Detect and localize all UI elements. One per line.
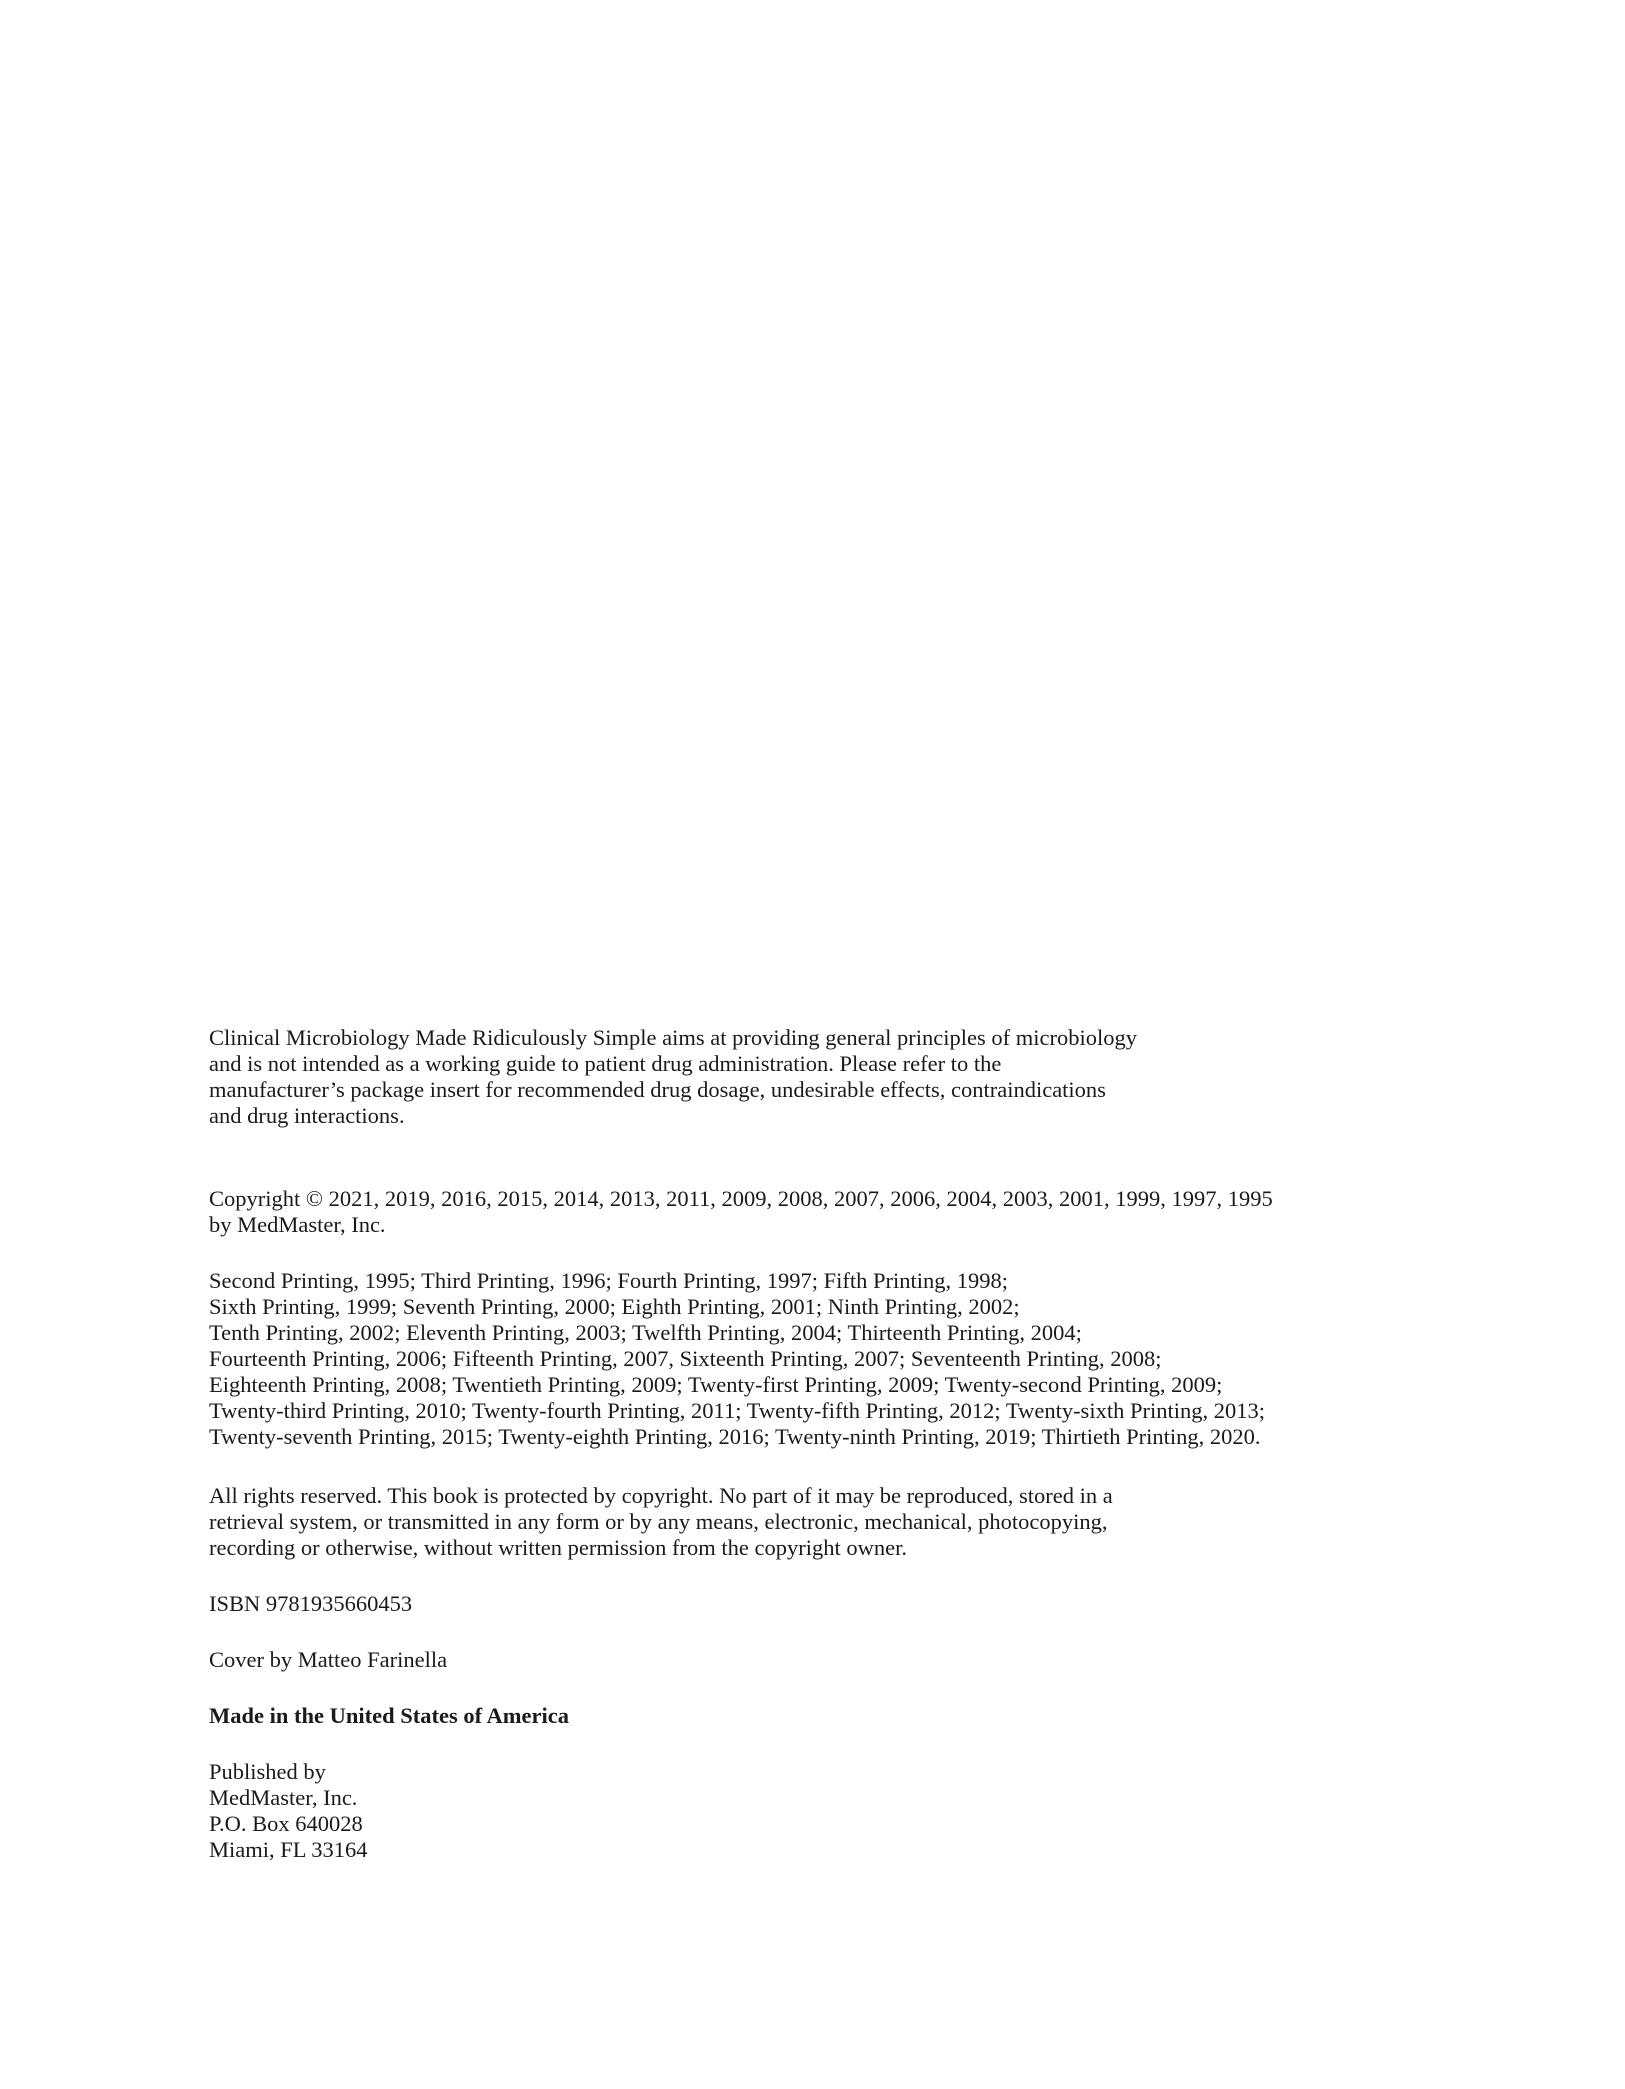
rights-reserved-paragraph bbox=[209, 1483, 1113, 1561]
printing-line: Second Printing, 1995; Third Printing, 1996; Fourth Printing, 1997; Fifth Printing, 1998; bbox=[209, 1268, 1009, 1293]
printing-line: Tenth Printing, 2002; Eleventh Printing, 2003; Twelfth Printing, 2004; Thirteenth Printing, 2004; bbox=[209, 1320, 1082, 1345]
disclaimer-line: and drug interactions. bbox=[209, 1103, 405, 1128]
printing-line: Sixth Printing, 1999; Seventh Printing, 2000; Eighth Printing, 2001; Ninth Printing, 2002; bbox=[209, 1294, 1020, 1319]
publisher-line: Published by bbox=[209, 1759, 326, 1784]
printing-line: Fourteenth Printing, 2006; Fifteenth Printing, 2007, Sixteenth Printing, 2007; Seventeenth Printing, 2008; bbox=[209, 1346, 1162, 1371]
disclaimer-line: Clinical Microbiology Made Ridiculously Simple aims at providing general principles of microbiology bbox=[209, 1025, 1137, 1050]
cover-credit: Cover by Matteo Farinella bbox=[209, 1647, 448, 1672]
publisher-address bbox=[209, 1759, 368, 1863]
publisher-line: P.O. Box 640028 bbox=[209, 1811, 363, 1836]
printing-line: Twenty-seventh Printing, 2015; Twenty-eighth Printing, 2016; Twenty-ninth Printing, 2019; Thirtieth Printing, 2020. bbox=[209, 1424, 1261, 1449]
rights-line: All rights reserved. This book is protected by copyright. No part of it may be reproduced, stored in a bbox=[209, 1483, 1113, 1508]
copyright-line: Copyright © 2021, 2019, 2016, 2015, 2014, 2013, 2011, 2009, 2008, 2007, 2006, 2004, 2003, 2001, 1999, 1997, 1995 bbox=[209, 1186, 1273, 1211]
disclaimer-paragraph bbox=[209, 1025, 1137, 1129]
printing-line: Twenty-third Printing, 2010; Twenty-fourth Printing, 2011; Twenty-fifth Printing, 2012; Twenty-sixth Printing, 2013; bbox=[209, 1398, 1265, 1423]
country-of-manufacture: Made in the United States of America bbox=[209, 1703, 569, 1728]
printing-history bbox=[209, 1268, 1265, 1450]
publisher-line: MedMaster, Inc. bbox=[209, 1785, 358, 1810]
rights-line: recording or otherwise, without written permission from the copyright owner. bbox=[209, 1535, 907, 1560]
isbn: ISBN 9781935660453 bbox=[209, 1591, 413, 1616]
disclaimer-line: manufacturer’s package insert for recommended drug dosage, undesirable effects, contraindications bbox=[209, 1077, 1106, 1102]
publisher-line: Miami, FL 33164 bbox=[209, 1837, 368, 1862]
disclaimer-line: and is not intended as a working guide to patient drug administration. Please refer to the bbox=[209, 1051, 1002, 1076]
copyright-notice bbox=[209, 1186, 1273, 1238]
printing-line: Eighteenth Printing, 2008; Twentieth Printing, 2009; Twenty-first Printing, 2009; Twenty-second Printing, 2009; bbox=[209, 1372, 1223, 1397]
rights-line: retrieval system, or transmitted in any form or by any means, electronic, mechanical, photocopying, bbox=[209, 1509, 1108, 1534]
copyright-line: by MedMaster, Inc. bbox=[209, 1212, 386, 1237]
